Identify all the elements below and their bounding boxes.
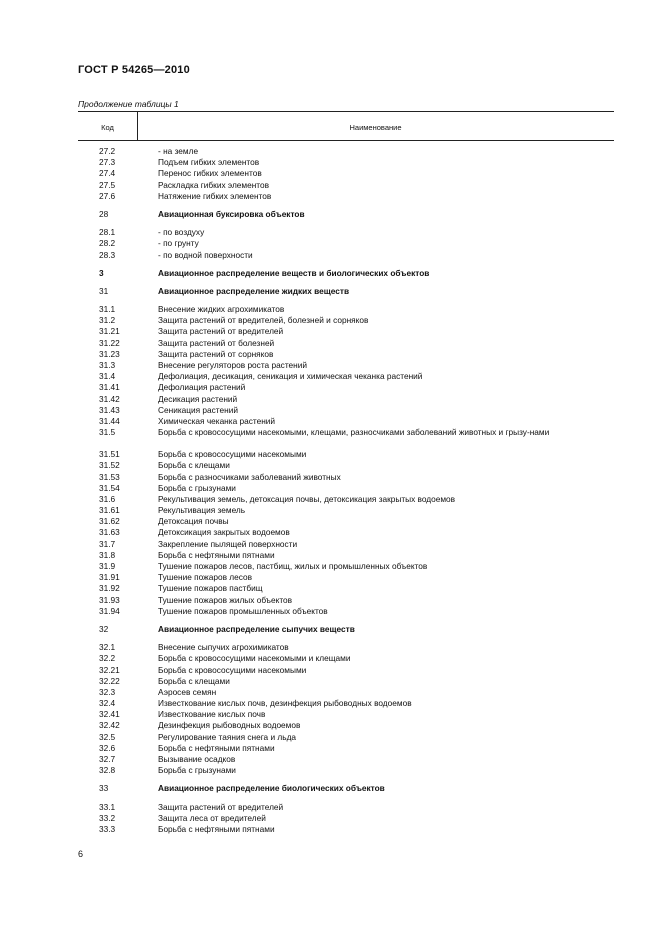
- table-row: [0, 349, 661, 360]
- row-code: 31.4: [99, 371, 116, 382]
- row-code: 32.1: [99, 642, 116, 653]
- table-row: [0, 483, 661, 494]
- table-row: [0, 743, 661, 754]
- column-header-code: Код: [101, 123, 114, 132]
- row-name: Рекультивация земель: [158, 505, 246, 516]
- row-code: 31.22: [99, 337, 120, 348]
- row-name: Дефолиация, десикация, сеникация и химическая чеканка растений: [158, 371, 423, 382]
- document-title: ГОСТ Р 54265—2010: [78, 64, 190, 76]
- row-code: 28.3: [99, 249, 116, 260]
- row-name: Тушение пожаров пастбищ: [158, 583, 263, 594]
- table-row: [0, 572, 661, 583]
- row-name: - на земле: [158, 146, 199, 156]
- table-row: [0, 813, 661, 824]
- table-continuation-label: Продолжение таблицы 1: [78, 99, 179, 109]
- table-row: [0, 709, 661, 720]
- table-row: [0, 824, 661, 835]
- row-code: 31.43: [99, 404, 120, 415]
- row-code: 31.9: [99, 561, 116, 571]
- row-code: 32.7: [99, 754, 116, 764]
- row-name: Защита растений от болезней: [158, 337, 275, 348]
- table-row: [0, 606, 661, 617]
- row-name: - по водной поверхности: [158, 249, 253, 260]
- row-code: 31.94: [99, 605, 120, 616]
- table-row: [0, 394, 661, 405]
- table-row-section: [0, 286, 661, 297]
- table-row: [0, 550, 661, 561]
- row-code: 32.22: [99, 675, 120, 686]
- row-name: Авиационная буксировка объектов: [158, 208, 305, 219]
- row-name: Борьба с разносчиками заболеваний животных: [158, 471, 341, 482]
- row-name: Известкование кислых почв, дезинфекция рыбоводных водоемов: [158, 698, 412, 709]
- row-name: Аэросев семян: [158, 686, 217, 697]
- table-row: [0, 642, 661, 653]
- row-name: Внесение жидких агрохимикатов: [158, 304, 285, 315]
- table-row: [0, 653, 661, 664]
- row-name: Закрепление пылящей поверхности: [158, 538, 298, 549]
- row-name: Борьба с клещами: [158, 675, 230, 686]
- row-code: 31.53: [99, 471, 120, 482]
- row-name: Авиационное распределение веществ и биологических объектов: [158, 267, 430, 278]
- column-header-name: Наименование: [349, 123, 402, 132]
- row-code: 27.5: [99, 179, 116, 190]
- row-name: Борьба с клещами: [158, 460, 230, 471]
- row-name: Авиационное распределение сыпучих веществ: [158, 623, 355, 634]
- row-code: 33: [99, 783, 109, 794]
- row-code: 31.91: [99, 572, 120, 583]
- row-code: 31.93: [99, 594, 120, 605]
- row-name: Десикация растений: [158, 393, 238, 404]
- row-name: Защита растений от вредителей, болезней и сорняков: [158, 315, 369, 326]
- row-code: 28.2: [99, 238, 116, 249]
- row-name: Борьба с нефтяными пятнами: [158, 742, 275, 753]
- row-code: 31.1: [99, 304, 116, 315]
- table-row: [0, 765, 661, 776]
- row-code: 32.21: [99, 664, 120, 675]
- row-code: 31: [99, 285, 109, 296]
- row-code: 31.6: [99, 493, 116, 504]
- table-row: [0, 360, 661, 371]
- row-code: 32.8: [99, 765, 116, 776]
- row-name: Защита растений от вредителей: [158, 801, 284, 812]
- row-name: Регулирование таяния снега и льда: [158, 731, 297, 742]
- row-name: Тушение пожаров лесов, пастбищ, жилых и промышленных объектов: [158, 561, 428, 571]
- row-code: 27.2: [99, 146, 116, 156]
- row-name: Авиационное распределение жидких веществ: [158, 285, 350, 296]
- row-name: Борьба с грызунами: [158, 482, 236, 493]
- table-row: [0, 338, 661, 349]
- table-row: [0, 732, 661, 743]
- row-name: Внесение сыпучих агрохимикатов: [158, 642, 289, 653]
- row-code: 3: [99, 267, 104, 278]
- row-name: Борьба с нефтяными пятнами: [158, 549, 275, 560]
- row-code: 31.21: [99, 326, 120, 337]
- row-code: 32.42: [99, 720, 120, 731]
- page-number: 6: [78, 849, 84, 859]
- row-code: 32.41: [99, 709, 120, 720]
- table-row: [0, 180, 661, 191]
- row-name: Известкование кислых почв: [158, 709, 266, 720]
- row-code: 31.3: [99, 360, 116, 370]
- row-code: 27.4: [99, 168, 116, 179]
- table-header-rule: [78, 140, 614, 141]
- row-code: 31.52: [99, 460, 120, 471]
- table-row: [0, 371, 661, 382]
- row-name: - по воздуху: [158, 227, 205, 238]
- row-code: 32.3: [99, 686, 116, 697]
- row-code: 33.2: [99, 812, 116, 823]
- table-row: [0, 516, 661, 527]
- row-name: Дефолиация растений: [158, 382, 246, 393]
- table-body: [0, 146, 661, 835]
- row-name: Натяжение гибких элементов: [158, 190, 272, 201]
- row-name: Дезинфекция рыбоводных водоемов: [158, 720, 301, 731]
- table-row: [0, 405, 661, 416]
- table-row: [0, 527, 661, 538]
- table-row: [0, 665, 661, 676]
- row-code: 31.54: [99, 482, 120, 493]
- table-row: [0, 687, 661, 698]
- table-row: [0, 449, 661, 460]
- table-row: [0, 472, 661, 483]
- table-row: [0, 157, 661, 168]
- table-row: [0, 505, 661, 516]
- row-name: Раскладка гибких элементов: [158, 179, 270, 190]
- row-code: 27.3: [99, 157, 116, 168]
- table-row: [0, 460, 661, 471]
- table-row: [0, 720, 661, 731]
- table-row: [0, 326, 661, 337]
- row-code: 32.6: [99, 742, 116, 753]
- row-name: Борьба с грызунами: [158, 765, 236, 776]
- row-name: Внесение регуляторов роста растений: [158, 360, 307, 370]
- table-row: [0, 539, 661, 550]
- table-row: [0, 561, 661, 572]
- row-name: Борьба с кровососущими насекомыми: [158, 664, 307, 675]
- table-top-rule: [78, 111, 614, 112]
- row-name: Перенос гибких элементов: [158, 168, 262, 179]
- row-code: 32.4: [99, 698, 116, 709]
- row-name: Борьба с кровососущими насекомыми: [158, 449, 307, 460]
- row-code: 28: [99, 208, 109, 219]
- table-row: [0, 146, 661, 157]
- table-row: [0, 427, 661, 449]
- table-row: [0, 238, 661, 249]
- row-name: Химическая чеканка растений: [158, 415, 276, 426]
- row-code: 31.44: [99, 415, 120, 426]
- row-code: 32: [99, 623, 109, 634]
- row-name: Тушение пожаров промышленных объектов: [158, 605, 328, 616]
- row-name: Защита леса от вредителей: [158, 812, 266, 823]
- table-row-section: [0, 624, 661, 635]
- row-code: 31.41: [99, 382, 120, 393]
- row-name: Детоксация почвы: [158, 516, 229, 527]
- table-row: [0, 304, 661, 315]
- row-code: 27.6: [99, 190, 116, 201]
- row-name: Тушение пожаров лесов: [158, 572, 252, 583]
- table-row: [0, 250, 661, 261]
- row-name: Борьба с кровососущими насекомыми и клещами: [158, 653, 351, 664]
- table-row: [0, 416, 661, 427]
- row-name: Борьба с нефтяными пятнами: [158, 823, 275, 834]
- row-code: 31.2: [99, 315, 116, 326]
- row-name: Защита растений от сорняков: [158, 348, 274, 359]
- table-row-section: [0, 209, 661, 220]
- row-code: 31.63: [99, 527, 120, 538]
- row-code: 31.51: [99, 449, 120, 460]
- table-row-section: [0, 268, 661, 279]
- table-row: [0, 802, 661, 813]
- row-name: Рекультивация земель, детоксация почвы, детоксикация закрытых водоемов: [158, 493, 456, 504]
- row-code: 32.2: [99, 653, 116, 664]
- row-code: 31.61: [99, 505, 120, 516]
- table-row: [0, 698, 661, 709]
- row-code: 31.5: [99, 427, 116, 438]
- row-code: 31.23: [99, 348, 120, 359]
- row-code: 32.5: [99, 731, 116, 742]
- table-row: [0, 676, 661, 687]
- table-row: [0, 754, 661, 765]
- row-code: 31.7: [99, 538, 116, 549]
- table-row: [0, 494, 661, 505]
- row-code: 31.92: [99, 583, 120, 594]
- row-code: 31.62: [99, 516, 120, 527]
- table-row-section: [0, 783, 661, 794]
- row-name: Вызывание осадков: [158, 754, 236, 764]
- table-row: [0, 191, 661, 202]
- table-row: [0, 227, 661, 238]
- row-code: 31.8: [99, 549, 116, 560]
- row-name: Борьба с кровососущими насекомыми, клещами, разносчиками заболеваний животных и грызу-нами: [158, 427, 550, 438]
- table-row: [0, 315, 661, 326]
- row-name: Детоксикация закрытых водоемов: [158, 527, 290, 538]
- row-name: Защита растений от вредителей: [158, 326, 284, 337]
- table-row: [0, 382, 661, 393]
- row-name: Тушение пожаров жилых объектов: [158, 594, 293, 605]
- table-row: [0, 168, 661, 179]
- row-code: 31.42: [99, 393, 120, 404]
- row-code: 28.1: [99, 227, 116, 238]
- row-name: Подъем гибких элементов: [158, 157, 260, 168]
- row-code: 33.1: [99, 801, 116, 812]
- table-row: [0, 583, 661, 594]
- row-code: 33.3: [99, 823, 116, 834]
- row-name: Сеникация растений: [158, 404, 238, 415]
- row-name: Авиационное распределение биологических объектов: [158, 783, 385, 794]
- table-row: [0, 595, 661, 606]
- row-name: - по грунту: [158, 238, 199, 249]
